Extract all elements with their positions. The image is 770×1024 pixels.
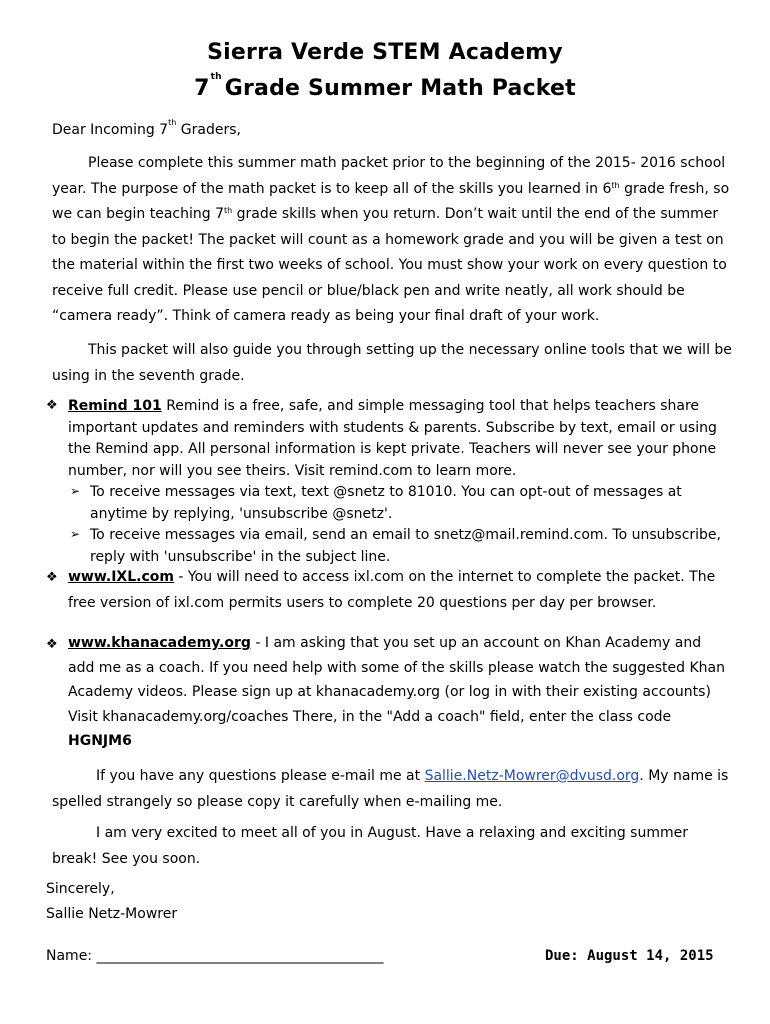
intro-sup-a: th (611, 180, 620, 190)
greeting-sup: th (168, 118, 177, 127)
questions-paragraph (52, 764, 732, 815)
greeting-text: Dear Incoming 7 (52, 122, 169, 138)
arrow-bullet-icon: ➢ (70, 527, 81, 541)
intro-paragraph (52, 151, 732, 330)
grade-number: 7 (194, 76, 210, 101)
arrow-bullet-icon: ➢ (70, 484, 81, 498)
remind-sub-email: To receive messages via email, send an email to snetz@mail.remind.com. To unsubscribe, reply with 'unsubscribe' in the subject line. (90, 527, 721, 565)
bullet-diamond-icon: ❖ (46, 398, 58, 413)
ixl-item (68, 565, 728, 616)
remind-sub-text: To receive messages via text, text @snetz to 81010. You can opt-out of messages at anytime by replying, 'unsubscribe @snetz'. (90, 484, 682, 522)
intro-text-b: grade fresh, so we can begin teaching 7 (52, 180, 730, 222)
page-title: Sierra Verde STEM Academy (207, 40, 563, 65)
grade-suffix: th (210, 72, 222, 82)
greeting-text-end: Graders, (176, 122, 241, 138)
remind-link[interactable]: Remind 101 (68, 398, 162, 414)
questions-text: If you have any questions please e-mail me at (96, 768, 425, 784)
intro-text-a: Please complete this summer math packet prior to the beginning of the 2015- 2016 school year. The purpose of the math packet is to keep all of the skills you learned in 6 (52, 155, 726, 197)
closing-paragraph: I am very excited to meet all of you in August. Have a relaxing and exciting summer break! See you soon. (52, 825, 688, 867)
greeting (52, 118, 732, 138)
intro-text-c: grade skills when you return. Don’t wait until the end of the summer to begin the packet! The packet will count as a homework grade and you will be given a test on the material within the first two weeks of school. You must show your work on every question to receive full credit. Please use pencil or blue/black pen and write neatly, all work should be “camera ready”. Think of camera ready as being your final draft of your work. (52, 206, 727, 324)
email-link[interactable]: Sallie.Netz-Mowrer@dvusd.org (424, 768, 640, 784)
grade-title-text: Grade Summer Math Packet (224, 76, 576, 101)
bullet-diamond-icon: ❖ (46, 637, 58, 652)
bullet-diamond-icon: ❖ (46, 570, 58, 585)
intro-sup-b: th (223, 206, 233, 215)
ixl-link[interactable]: www.IXL.com (68, 569, 174, 585)
page-subtitle (0, 72, 770, 101)
due-date: Due: August 14, 2015 (545, 948, 714, 964)
khan-item (68, 631, 728, 754)
khan-text: - I am asking that you set up an account on Khan Academy and add me as a coach. If you need help with some of the skills please watch the suggested Khan Academy videos. Please sign up at khanacademy.org (or log in with their existing accounts) Visit khanacademy.org/coaches There, in the "Add a coach" field, enter the class code (68, 635, 725, 725)
remind-text: Remind is a free, safe, and simple messaging tool that helps teachers share important updates and reminders with students & parents. Subscribe by text, email or using the Remind app. All personal information is kept private. Teachers will never see your phone number, nor will you see theirs. Visit remind.com to learn more. (68, 398, 717, 479)
name-field-label: Name: _________________________________________ (46, 948, 384, 964)
signoff: Sincerely, (46, 881, 115, 897)
signature: Sallie Netz-Mowrer (46, 906, 178, 922)
remind-item (68, 396, 728, 482)
class-code: HGNJM6 (68, 733, 132, 749)
khan-link[interactable]: www.khanacademy.org (68, 635, 251, 651)
ixl-text: - You will need to access ixl.com on the internet to complete the packet. The free version of ixl.com permits users to complete 20 questions per day per browser. (68, 569, 716, 611)
tools-intro-paragraph: This packet will also guide you through setting up the necessary online tools that we will be using in the seventh grade. (52, 342, 732, 384)
questions-text-end: . My name is spelled strangely so please copy it carefully when e-mailing me. (52, 768, 729, 810)
